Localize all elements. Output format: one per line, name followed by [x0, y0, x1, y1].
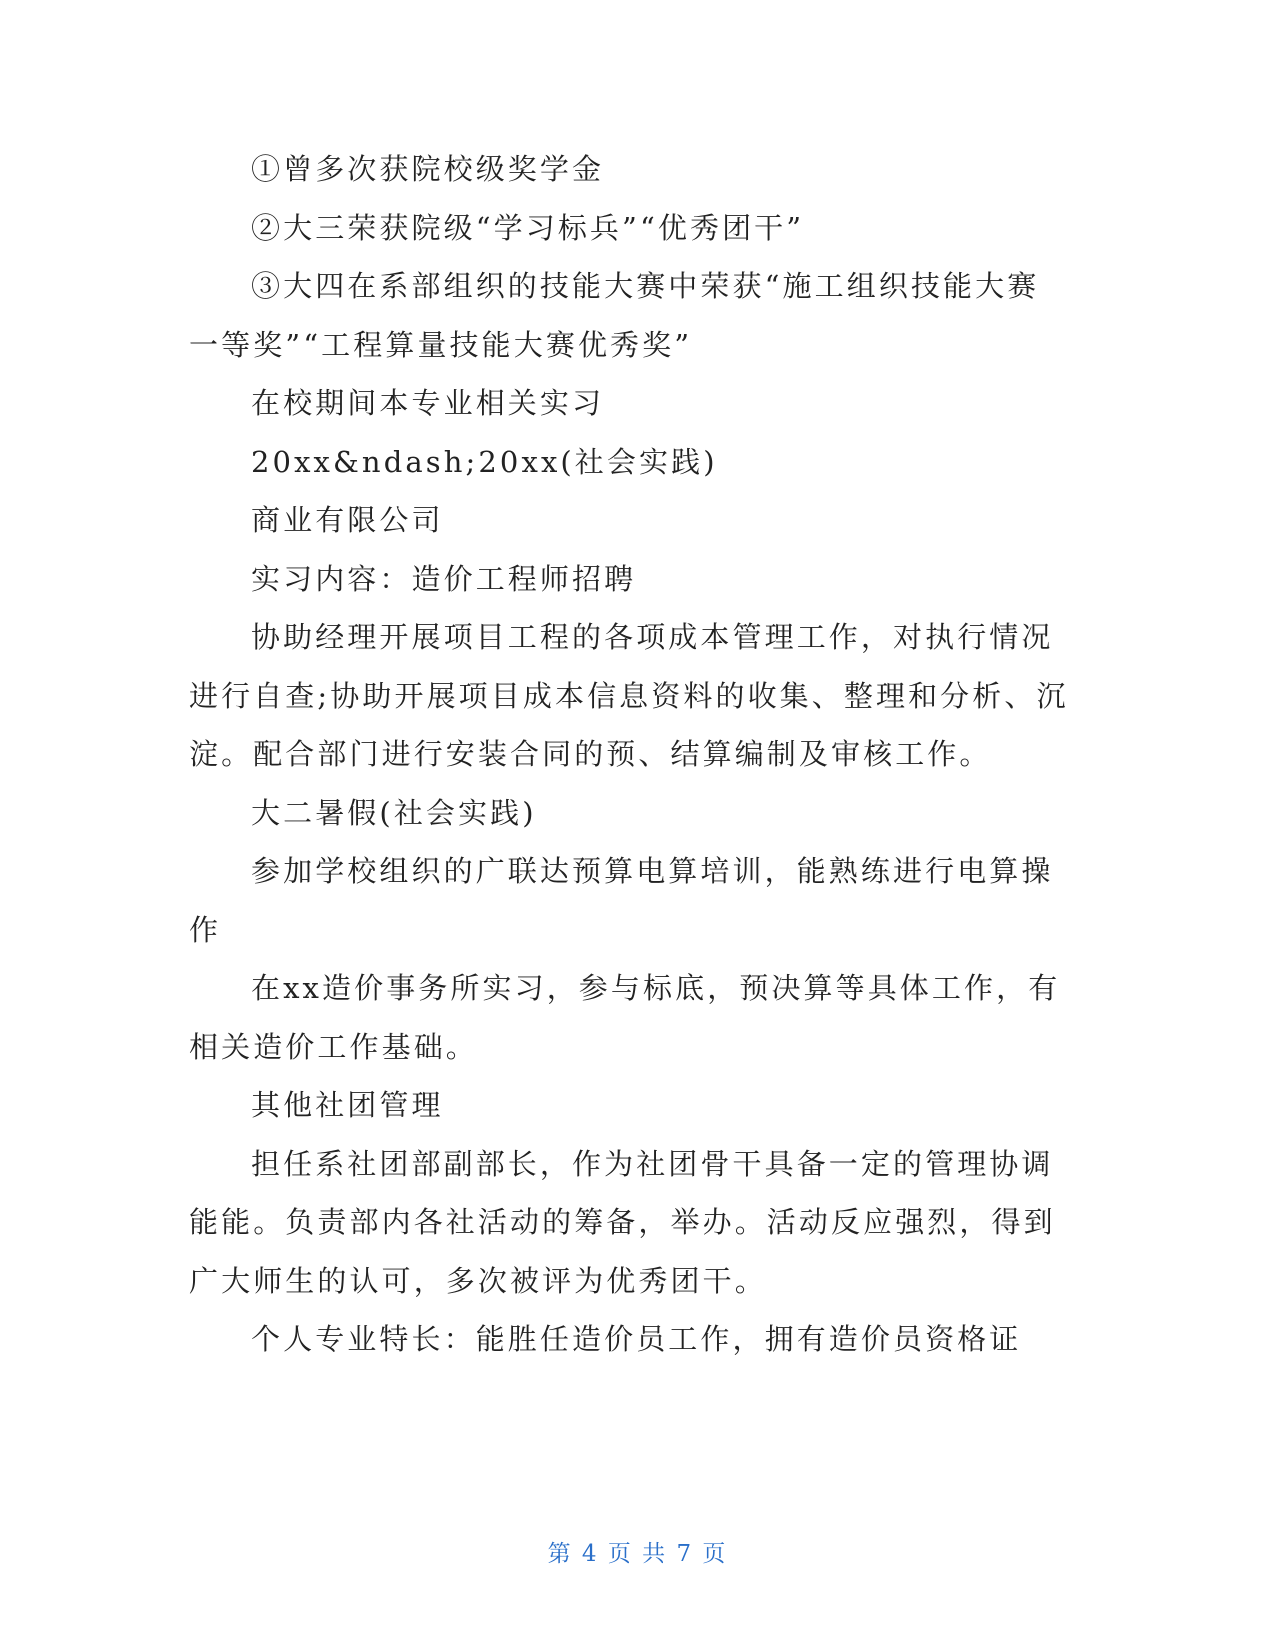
section-heading-clubs: 其他社团管理 [251, 1088, 444, 1122]
award-skills-contest: ③大四在系部组织的技能大赛中荣获“施工组织技能大赛一等奖”“工程算量技能大赛优秀奖” [189, 269, 1040, 362]
document-body [189, 140, 1069, 1369]
internship-period: 20xx&ndash;20xx(社会实践) [251, 444, 718, 479]
summer-practice-heading: 大二暑假(社会实践) [251, 795, 537, 830]
internship-company: 商业有限公司 [251, 503, 444, 537]
award-scholarship: ①曾多次获院校级奖学金 [251, 152, 605, 186]
internship-duties: 协助经理开展项目工程的各项成本管理工作，对执行情况进行自查;协助开展项目成本信息资料的收集、整理和分析、沉淀。配合部门进行安装合同的预、结算编制及审核工作。 [189, 620, 1069, 771]
personal-specialty: 个人专业特长：能胜任造价员工作，拥有造价员资格证 [251, 1322, 1022, 1356]
section-heading-internship: 在校期间本专业相关实习 [251, 386, 605, 420]
club-management-description: 担任系社团部副部长，作为社团骨干具备一定的管理协调能能。负责部内各社活动的筹备，举办。活动反应强烈，得到广大师生的认可，多次被评为优秀团干。 [189, 1146, 1056, 1298]
page-footer [0, 1535, 1275, 1568]
training-description: 参加学校组织的广联达预算电算培训，能熟练进行电算操作 [189, 854, 1054, 947]
page-number-label: 第 4 页 共 7 页 [547, 1541, 728, 1567]
award-study-model: ②大三荣获院级“学习标兵”“优秀团干” [251, 210, 805, 245]
firm-internship-description: 在xx造价事务所实习，参与标底，预决算等具体工作，有相关造价工作基础。 [189, 971, 1061, 1064]
internship-content: 实习内容：造价工程师招聘 [251, 561, 637, 596]
